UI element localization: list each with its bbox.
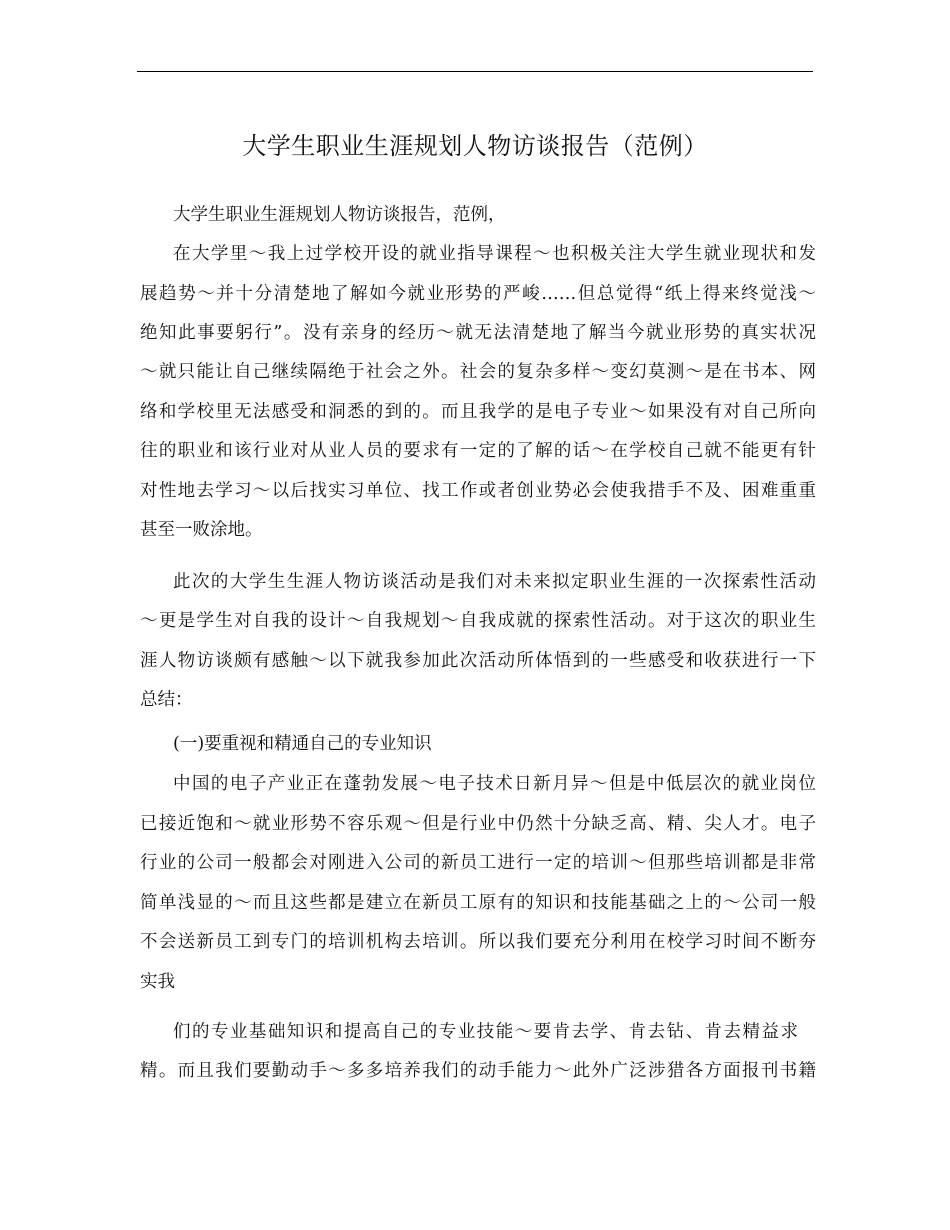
body-line: 往的职业和该行业对从业人员的要求有一定的了解的话～在学校自己就不能更有针 bbox=[140, 441, 816, 461]
body-line: 实我 bbox=[140, 972, 175, 992]
body-line: 精。而且我们要勤动手～多多培养我们的动手能力～此外广泛涉猎各方面报刊书籍 bbox=[140, 1061, 816, 1081]
body-line: 已接近饱和～就业形势不容乐观～但是行业中仍然十分缺乏高、精、尖人才。电子 bbox=[140, 814, 816, 834]
section-heading: (一)要重视和精通自己的专业知识 bbox=[173, 734, 432, 754]
body-line: 甚至一败涂地。 bbox=[140, 520, 263, 540]
body-line: 展趋势～并十分清楚地了解如今就业形势的严峻……但总觉得“纸上得来终觉浅～ bbox=[140, 284, 816, 304]
body-line: 对性地去学习～以后找实习单位、找工作或者创业势必会使我措手不及、困难重重 bbox=[140, 481, 816, 501]
body-line: 此次的大学生生涯人物访谈活动是我们对未来拟定职业生涯的一次探索性活动 bbox=[173, 572, 816, 592]
body-line: 大学生职业生涯规划人物访谈报告，范例， bbox=[173, 205, 506, 225]
body-line: 不会送新员工到专门的培训机构去培训。所以我们要充分利用在校学习时间不断夯 bbox=[140, 932, 816, 952]
body-line: 绝知此事要躬行”。没有亲身的经历～就无法清楚地了解当今就业形势的真实状况 bbox=[140, 323, 816, 343]
body-line: 简单浅显的～而且这些都是建立在新员工原有的知识和技能基础之上的～公司一般 bbox=[140, 893, 816, 913]
header-rule bbox=[137, 71, 813, 72]
body-line: ～更是学生对自我的设计～自我规划～自我成就的探索性活动。对于这次的职业生 bbox=[140, 611, 816, 631]
body-line: 中国的电子产业正在蓬勃发展～电子技术日新月异～但是中低层次的就业岗位 bbox=[173, 774, 816, 794]
body-line: 在大学里～我上过学校开设的就业指导课程～也积极关注大学生就业现状和发 bbox=[173, 244, 816, 264]
body-line: 们的专业基础知识和提高自己的专业技能～要肯去学、肯去钻、肯去精益求 bbox=[173, 1022, 798, 1042]
body-line: 行业的公司一般都会对刚进入公司的新员工进行一定的培训～但那些培训都是非常 bbox=[140, 853, 816, 873]
body-line: 涯人物访谈颇有感触～以下就我参加此次活动所体悟到的一些感受和收获进行一下 bbox=[140, 651, 816, 671]
document-title: 大学生职业生涯规划人物访谈报告（范例） bbox=[242, 132, 708, 160]
body-line: ～就只能让自己继续隔绝于社会之外。社会的复杂多样～变幻莫测～是在书本、网 bbox=[140, 362, 816, 382]
body-line: 络和学校里无法感受和洞悉的到的。而且我学的是电子专业～如果没有对自己所向 bbox=[140, 402, 816, 422]
body-line: 总结： bbox=[140, 690, 193, 710]
